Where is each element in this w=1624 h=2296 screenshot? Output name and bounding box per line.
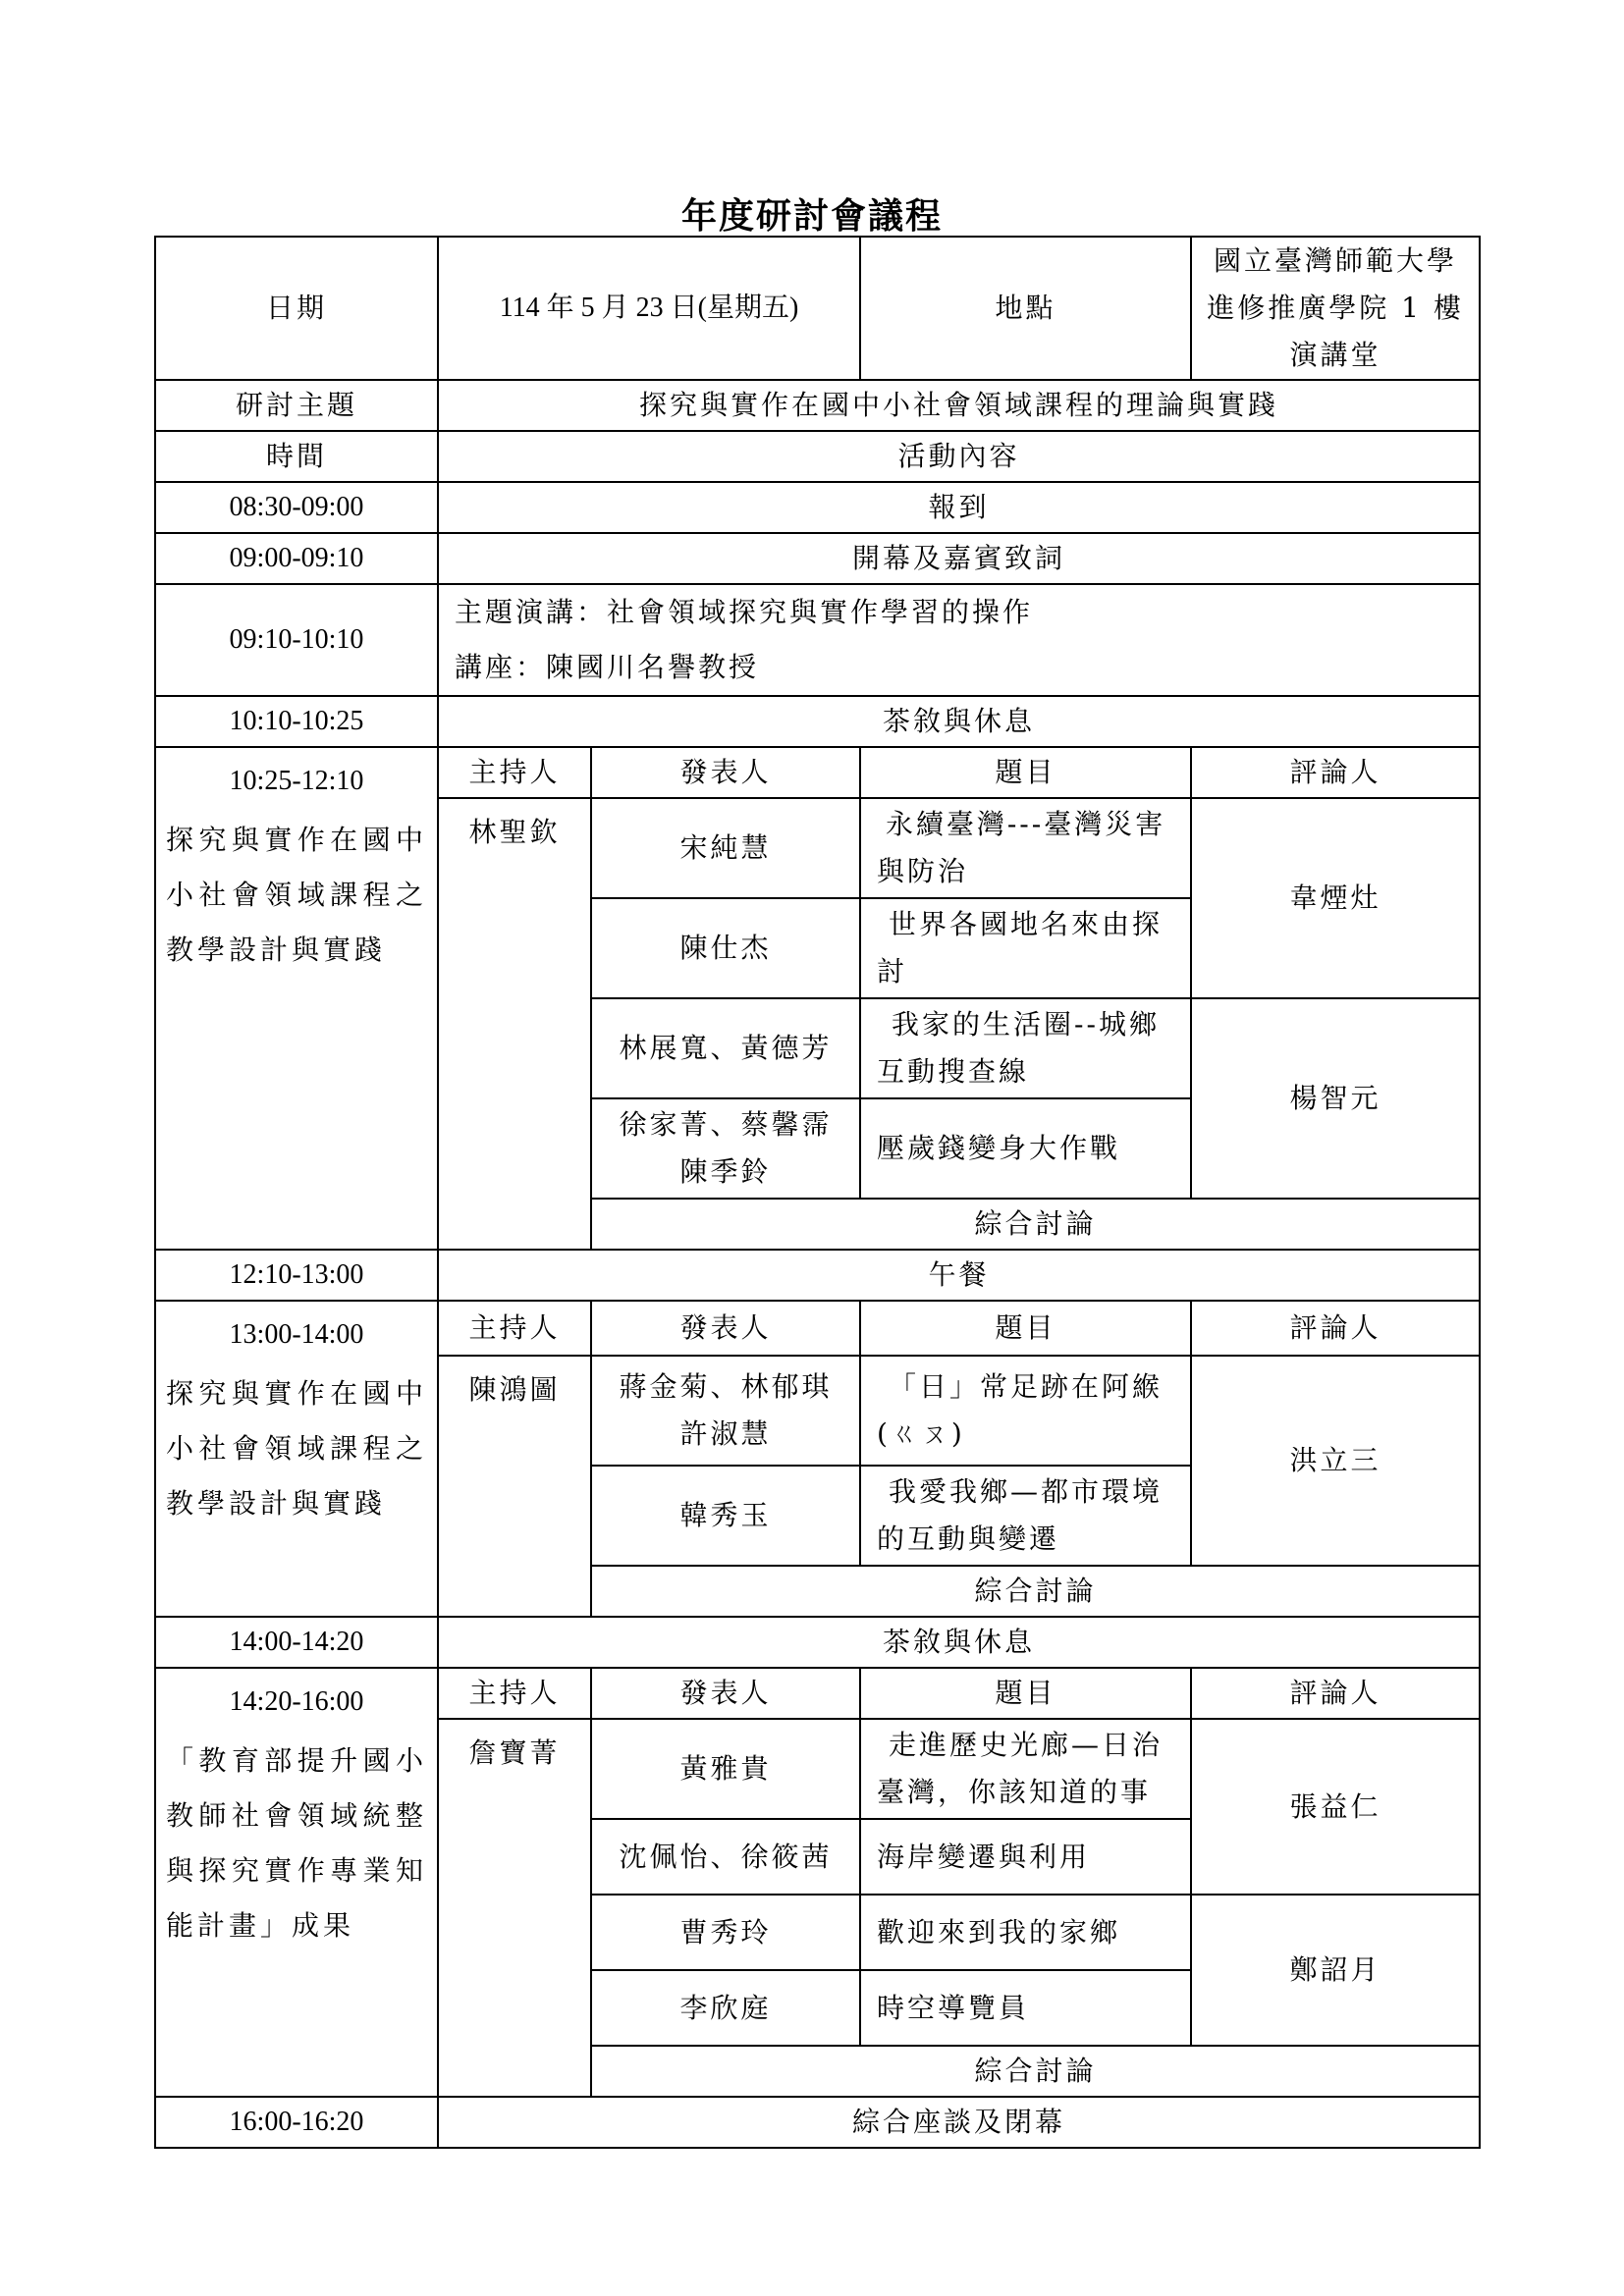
presenter: 林展寬、黃德芳 bbox=[591, 998, 860, 1098]
presenter-line: 徐家菁、蔡馨霈 bbox=[619, 1108, 833, 1141]
session-host: 陳鴻圖 bbox=[438, 1356, 591, 1617]
presenter bbox=[591, 1098, 860, 1199]
column-header-row bbox=[155, 431, 1480, 482]
slot-lunch bbox=[155, 1250, 1480, 1301]
slot-time: 09:00-09:10 bbox=[155, 533, 438, 584]
location-line1: 國立臺灣師範大學 bbox=[1214, 244, 1458, 277]
discussant: 張益仁 bbox=[1191, 1719, 1480, 1895]
presenter: 宋純慧 bbox=[591, 798, 860, 898]
presenter: 黃雅貴 bbox=[591, 1719, 860, 1819]
slot-closing bbox=[155, 2097, 1480, 2148]
general-discussion: 綜合討論 bbox=[591, 1199, 1480, 1250]
discussant-header: 評論人 bbox=[1191, 1668, 1480, 1719]
presenter-line: 陳季鈴 bbox=[679, 1155, 772, 1188]
slot-time: 08:30-09:00 bbox=[155, 482, 438, 533]
theme-row bbox=[155, 380, 1480, 431]
presenter-header: 發表人 bbox=[591, 1301, 860, 1356]
topic: 永續臺灣---臺灣災害與防治 bbox=[860, 798, 1191, 898]
presenter-header: 發表人 bbox=[591, 1668, 860, 1719]
session-time: 13:00-14:00 bbox=[229, 1319, 364, 1350]
session-host: 詹寶菁 bbox=[438, 1719, 591, 2097]
presenter: 曹秀玲 bbox=[591, 1895, 860, 1970]
presenter: 陳仕杰 bbox=[591, 898, 860, 998]
topic-header: 題目 bbox=[860, 1301, 1191, 1356]
session1-info bbox=[155, 747, 438, 1250]
session-time: 14:20-16:00 bbox=[229, 1686, 364, 1717]
page-title: 年度研討會議程 bbox=[680, 195, 943, 237]
discussant-header: 評論人 bbox=[1191, 747, 1480, 798]
location-label: 地點 bbox=[860, 237, 1191, 380]
slot-checkin bbox=[155, 482, 1480, 533]
topic: 「日」常足跡在阿緱(ㄍㄡ) bbox=[860, 1356, 1191, 1466]
slot-break2 bbox=[155, 1617, 1480, 1668]
topic: 壓歲錢變身大作戰 bbox=[860, 1098, 1191, 1199]
general-discussion: 綜合討論 bbox=[591, 1566, 1480, 1617]
topic: 我愛我鄉—都市環境的互動與變遷 bbox=[860, 1466, 1191, 1566]
location-line2: 進修推廣學院 1 樓演講堂 bbox=[1207, 292, 1464, 371]
discussant: 韋煙灶 bbox=[1191, 798, 1480, 998]
topic: 歡迎來到我的家鄉 bbox=[860, 1895, 1191, 1970]
presenter-line: 許淑慧 bbox=[679, 1417, 772, 1450]
topic-header: 題目 bbox=[860, 1668, 1191, 1719]
keynote-content bbox=[438, 584, 1480, 696]
general-discussion: 綜合討論 bbox=[591, 2046, 1480, 2097]
discussant: 楊智元 bbox=[1191, 998, 1480, 1199]
topic: 世界各國地名來由探討 bbox=[860, 898, 1191, 998]
session2-info bbox=[155, 1301, 438, 1617]
slot-time: 10:10-10:25 bbox=[155, 696, 438, 747]
topic-header: 題目 bbox=[860, 747, 1191, 798]
session2-header-row bbox=[155, 1301, 1480, 1356]
presenter bbox=[591, 1356, 860, 1466]
discussant-header: 評論人 bbox=[1191, 1301, 1480, 1356]
discussant: 洪立三 bbox=[1191, 1356, 1480, 1566]
slot-activity: 開幕及嘉賓致詞 bbox=[438, 533, 1480, 584]
date-value: 114 年 5 月 23 日(星期五) bbox=[438, 237, 860, 380]
presenter-header: 發表人 bbox=[591, 747, 860, 798]
slot-time: 14:00-14:20 bbox=[155, 1617, 438, 1668]
slot-break1 bbox=[155, 696, 1480, 747]
session-host: 林聖欽 bbox=[438, 798, 591, 1250]
presenter: 沈佩怡、徐筱茜 bbox=[591, 1819, 860, 1895]
session3-header-row bbox=[155, 1668, 1480, 1719]
slot-time: 12:10-13:00 bbox=[155, 1250, 438, 1301]
presenter: 韓秀玉 bbox=[591, 1466, 860, 1566]
theme-value: 探究與實作在國中小社會領域課程的理論與實踐 bbox=[438, 380, 1480, 431]
slot-time: 09:10-10:10 bbox=[155, 584, 438, 696]
slot-activity: 茶敘與休息 bbox=[438, 696, 1480, 747]
host-header: 主持人 bbox=[438, 1668, 591, 1719]
presenter-line: 蔣金菊、林郁琪 bbox=[619, 1370, 833, 1403]
session1-header-row bbox=[155, 747, 1480, 798]
slot-keynote bbox=[155, 584, 1480, 696]
theme-label: 研討主題 bbox=[155, 380, 438, 431]
activity-header: 活動內容 bbox=[438, 431, 1480, 482]
time-header: 時間 bbox=[155, 431, 438, 482]
session-desc: 探究與實作在國中小社會領域課程之教學設計與實踐 bbox=[166, 824, 427, 966]
keynote-title: 主題演講：社會領域探究與實作學習的操作 bbox=[455, 596, 1034, 628]
discussant: 鄭詔月 bbox=[1191, 1895, 1480, 2046]
host-header: 主持人 bbox=[438, 1301, 591, 1356]
slot-activity: 午餐 bbox=[438, 1250, 1480, 1301]
slot-time: 16:00-16:20 bbox=[155, 2097, 438, 2148]
presenter: 李欣庭 bbox=[591, 1970, 860, 2046]
topic: 我家的生活圈--城鄉互動搜查線 bbox=[860, 998, 1191, 1098]
session-desc: 「教育部提升國小教師社會領域統整與探究實作專業知能計畫」成果 bbox=[166, 1744, 427, 1942]
header-row bbox=[155, 237, 1480, 380]
date-label: 日期 bbox=[155, 237, 438, 380]
slot-activity: 茶敘與休息 bbox=[438, 1617, 1480, 1668]
topic: 時空導覽員 bbox=[860, 1970, 1191, 2046]
slot-activity: 報到 bbox=[438, 482, 1480, 533]
slot-opening bbox=[155, 533, 1480, 584]
session3-info bbox=[155, 1668, 438, 2097]
slot-activity: 綜合座談及閉幕 bbox=[438, 2097, 1480, 2148]
session-desc: 探究與實作在國中小社會領域課程之教學設計與實踐 bbox=[166, 1377, 427, 1520]
topic: 海岸變遷與利用 bbox=[860, 1819, 1191, 1895]
session-time: 10:25-12:10 bbox=[229, 766, 364, 796]
keynote-speaker: 講座：陳國川名譽教授 bbox=[455, 651, 760, 683]
host-header: 主持人 bbox=[438, 747, 591, 798]
location-value bbox=[1191, 237, 1480, 380]
agenda-table bbox=[154, 236, 1481, 2149]
topic: 走進歷史光廊—日治臺灣，你該知道的事 bbox=[860, 1719, 1191, 1819]
